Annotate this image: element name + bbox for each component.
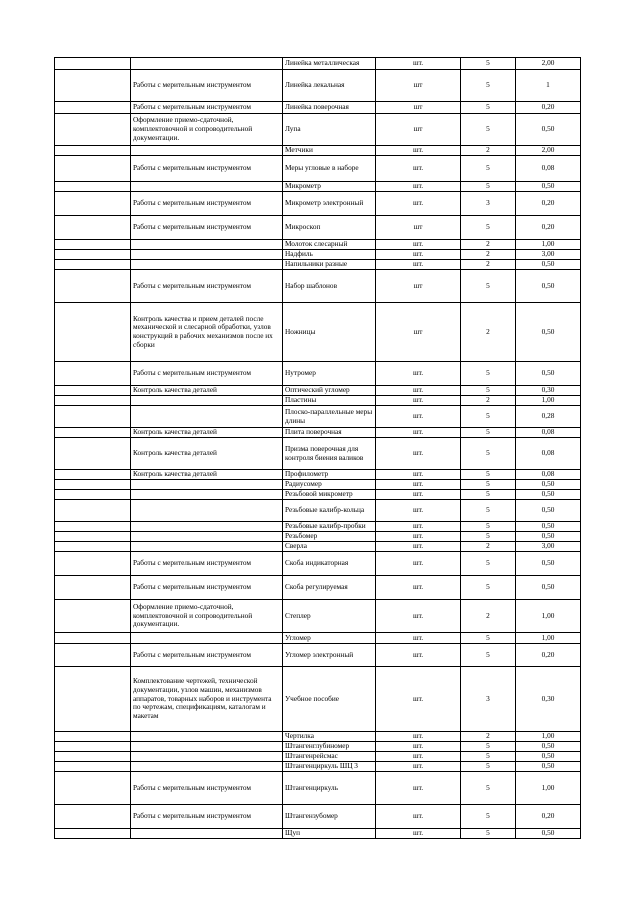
quantity-cell: 5	[461, 644, 516, 667]
tool-name-cell: Лупа	[283, 114, 376, 146]
blank-cell	[55, 532, 131, 542]
unit-cell: шт.	[376, 772, 461, 805]
price-cell: 0,08	[516, 156, 581, 182]
price-cell: 1,00	[516, 633, 581, 644]
table-row	[55, 428, 581, 438]
tool-name-cell: Штангенциркуль	[283, 772, 376, 805]
table-row	[55, 362, 581, 386]
work-description-cell	[131, 396, 283, 406]
tool-name-cell: Щуп	[283, 829, 376, 839]
price-cell: 1	[516, 70, 581, 102]
quantity-cell: 5	[461, 752, 516, 762]
unit-cell: шт	[376, 303, 461, 362]
unit-cell: шт.	[376, 667, 461, 732]
price-cell: 0,50	[516, 522, 581, 532]
work-description-cell: Работы с мерительным инструментом	[131, 362, 283, 386]
table-row	[55, 742, 581, 752]
unit-cell: шт.	[376, 240, 461, 250]
quantity-cell: 5	[461, 762, 516, 772]
blank-cell	[55, 480, 131, 490]
table-row	[55, 182, 581, 192]
unit-cell: шт.	[376, 829, 461, 839]
work-description-cell	[131, 480, 283, 490]
work-description-cell: Контроль качества деталей	[131, 428, 283, 438]
blank-cell	[55, 146, 131, 156]
tool-name-cell: Оптический угломер	[283, 386, 376, 396]
table-row	[55, 667, 581, 732]
quantity-cell: 5	[461, 829, 516, 839]
blank-cell	[55, 216, 131, 240]
table-row	[55, 438, 581, 470]
tool-name-cell: Штангенрейсмас	[283, 752, 376, 762]
price-cell: 0,50	[516, 260, 581, 270]
work-description-cell	[131, 182, 283, 192]
unit-cell: шт.	[376, 438, 461, 470]
tool-name-cell: Радиусомер	[283, 480, 376, 490]
price-cell: 0,50	[516, 303, 581, 362]
tool-name-cell: Метчики	[283, 146, 376, 156]
price-cell: 1,00	[516, 240, 581, 250]
table-row	[55, 752, 581, 762]
equipment-table-body	[55, 58, 581, 839]
price-cell: 0,50	[516, 182, 581, 192]
unit-cell: шт.	[376, 396, 461, 406]
quantity-cell: 5	[461, 58, 516, 70]
unit-cell: шт	[376, 102, 461, 114]
quantity-cell: 3	[461, 667, 516, 732]
table-row	[55, 600, 581, 633]
unit-cell: шт.	[376, 386, 461, 396]
blank-cell	[55, 829, 131, 839]
work-description-cell: Контроль качества и прием деталей после механической и слесарной обработки, узлов конструкций в рабочих механизмов после их сборки	[131, 303, 283, 362]
work-description-cell	[131, 58, 283, 70]
table-row	[55, 644, 581, 667]
tool-name-cell: Меры угловые в наборе	[283, 156, 376, 182]
work-description-cell: Работы с мерительным инструментом	[131, 576, 283, 600]
work-description-cell: Контроль качества деталей	[131, 386, 283, 396]
quantity-cell: 2	[461, 240, 516, 250]
price-cell: 0,50	[516, 829, 581, 839]
table-row	[55, 490, 581, 500]
unit-cell: шт	[376, 114, 461, 146]
work-description-cell	[131, 742, 283, 752]
work-description-cell: Работы с мерительным инструментом	[131, 772, 283, 805]
quantity-cell: 5	[461, 216, 516, 240]
price-cell: 0,20	[516, 216, 581, 240]
table-row	[55, 805, 581, 829]
unit-cell: шт	[376, 270, 461, 303]
blank-cell	[55, 428, 131, 438]
work-description-cell	[131, 762, 283, 772]
table-row	[55, 156, 581, 182]
table-row	[55, 250, 581, 260]
work-description-cell	[131, 146, 283, 156]
table-row	[55, 633, 581, 644]
blank-cell	[55, 240, 131, 250]
unit-cell: шт.	[376, 146, 461, 156]
quantity-cell: 5	[461, 470, 516, 480]
table-row	[55, 260, 581, 270]
work-description-cell	[131, 542, 283, 552]
unit-cell: шт.	[376, 742, 461, 752]
blank-cell	[55, 500, 131, 522]
work-description-cell: Оформление приемо-сдаточной, комплектовочной и сопроводительной документации.	[131, 114, 283, 146]
price-cell: 2,00	[516, 58, 581, 70]
tool-name-cell: Линейка поверочная	[283, 102, 376, 114]
blank-cell	[55, 250, 131, 260]
work-description-cell	[131, 406, 283, 428]
blank-cell	[55, 182, 131, 192]
price-cell: 0,50	[516, 576, 581, 600]
equipment-table	[54, 57, 581, 839]
price-cell: 0,50	[516, 762, 581, 772]
blank-cell	[55, 438, 131, 470]
table-row	[55, 576, 581, 600]
work-description-cell: Оформление приемо-сдаточной, комплектовочной и сопроводительной документации.	[131, 600, 283, 633]
unit-cell: шт.	[376, 752, 461, 762]
price-cell: 1,00	[516, 772, 581, 805]
work-description-cell	[131, 532, 283, 542]
price-cell: 0,20	[516, 192, 581, 216]
price-cell: 1,00	[516, 396, 581, 406]
work-description-cell: Комплектование чертежей, технической документации, узлов машин, механизмов аппаратов, товарных наборов и инструмента по чертежам, спецификациям, каталогам и макетам	[131, 667, 283, 732]
tool-name-cell: Плита поверочная	[283, 428, 376, 438]
blank-cell	[55, 542, 131, 552]
table-row	[55, 406, 581, 428]
tool-name-cell: Надфиль	[283, 250, 376, 260]
table-row	[55, 470, 581, 480]
price-cell: 3,00	[516, 542, 581, 552]
work-description-cell	[131, 500, 283, 522]
tool-name-cell: Степлер	[283, 600, 376, 633]
quantity-cell: 5	[461, 428, 516, 438]
price-cell: 0,28	[516, 406, 581, 428]
unit-cell: шт.	[376, 600, 461, 633]
table-row	[55, 240, 581, 250]
quantity-cell: 5	[461, 102, 516, 114]
table-row	[55, 303, 581, 362]
blank-cell	[55, 805, 131, 829]
table-row	[55, 114, 581, 146]
quantity-cell: 5	[461, 742, 516, 752]
unit-cell: шт.	[376, 362, 461, 386]
unit-cell: шт.	[376, 522, 461, 532]
price-cell: 0,50	[516, 480, 581, 490]
price-cell: 2,00	[516, 146, 581, 156]
price-cell: 1,00	[516, 600, 581, 633]
quantity-cell: 5	[461, 362, 516, 386]
work-description-cell: Работы с мерительным инструментом	[131, 156, 283, 182]
tool-name-cell: Профилометр	[283, 470, 376, 480]
quantity-cell: 5	[461, 576, 516, 600]
blank-cell	[55, 362, 131, 386]
unit-cell: шт	[376, 216, 461, 240]
table-row	[55, 829, 581, 839]
tool-name-cell: Резьбомер	[283, 532, 376, 542]
work-description-cell: Работы с мерительным инструментом	[131, 644, 283, 667]
work-description-cell: Работы с мерительным инструментом	[131, 805, 283, 829]
quantity-cell: 5	[461, 438, 516, 470]
work-description-cell: Работы с мерительным инструментом	[131, 192, 283, 216]
unit-cell: шт.	[376, 470, 461, 480]
table-row	[55, 270, 581, 303]
quantity-cell: 2	[461, 250, 516, 260]
work-description-cell	[131, 260, 283, 270]
quantity-cell: 2	[461, 396, 516, 406]
quantity-cell: 5	[461, 480, 516, 490]
unit-cell: шт.	[376, 428, 461, 438]
quantity-cell: 5	[461, 270, 516, 303]
table-row	[55, 500, 581, 522]
table-row	[55, 532, 581, 542]
quantity-cell: 5	[461, 772, 516, 805]
unit-cell: шт.	[376, 762, 461, 772]
tool-name-cell: Микрометр	[283, 182, 376, 192]
price-cell: 0,50	[516, 532, 581, 542]
quantity-cell: 5	[461, 156, 516, 182]
blank-cell	[55, 633, 131, 644]
work-description-cell	[131, 250, 283, 260]
tool-name-cell: Плоско-параллельные меры длины	[283, 406, 376, 428]
unit-cell: шт.	[376, 532, 461, 542]
unit-cell: шт.	[376, 542, 461, 552]
tool-name-cell: Угломер электронный	[283, 644, 376, 667]
blank-cell	[55, 102, 131, 114]
work-description-cell	[131, 522, 283, 532]
quantity-cell: 2	[461, 303, 516, 362]
tool-name-cell: Линейка металлическая	[283, 58, 376, 70]
tool-name-cell: Нутромер	[283, 362, 376, 386]
price-cell: 0,50	[516, 114, 581, 146]
price-cell: 0,50	[516, 270, 581, 303]
tool-name-cell: Скоба регулируемая	[283, 576, 376, 600]
tool-name-cell: Микрометр электронный	[283, 192, 376, 216]
blank-cell	[55, 732, 131, 742]
table-row	[55, 772, 581, 805]
table-row	[55, 480, 581, 490]
table-row	[55, 732, 581, 742]
price-cell: 0,20	[516, 644, 581, 667]
blank-cell	[55, 406, 131, 428]
quantity-cell: 5	[461, 633, 516, 644]
table-row	[55, 542, 581, 552]
work-description-cell: Контроль качества деталей	[131, 470, 283, 480]
unit-cell: шт.	[376, 182, 461, 192]
blank-cell	[55, 644, 131, 667]
unit-cell: шт.	[376, 192, 461, 216]
work-description-cell: Работы с мерительным инструментом	[131, 270, 283, 303]
table-row	[55, 522, 581, 532]
tool-name-cell: Учебное пособие	[283, 667, 376, 732]
price-cell: 0,20	[516, 102, 581, 114]
unit-cell: шт.	[376, 250, 461, 260]
quantity-cell: 2	[461, 260, 516, 270]
tool-name-cell: Напильники разные	[283, 260, 376, 270]
tool-name-cell: Молоток слесарный	[283, 240, 376, 250]
work-description-cell	[131, 752, 283, 762]
work-description-cell	[131, 829, 283, 839]
unit-cell: шт.	[376, 480, 461, 490]
blank-cell	[55, 772, 131, 805]
price-cell: 0,30	[516, 386, 581, 396]
price-cell: 3,00	[516, 250, 581, 260]
quantity-cell: 5	[461, 490, 516, 500]
quantity-cell: 5	[461, 805, 516, 829]
tool-name-cell: Призма поверочная для контроля биения валиков	[283, 438, 376, 470]
quantity-cell: 5	[461, 114, 516, 146]
quantity-cell: 5	[461, 500, 516, 522]
price-cell: 0,08	[516, 428, 581, 438]
unit-cell: шт.	[376, 156, 461, 182]
tool-name-cell: Чертилка	[283, 732, 376, 742]
price-cell: 0,50	[516, 362, 581, 386]
work-description-cell: Контроль качества деталей	[131, 438, 283, 470]
quantity-cell: 5	[461, 552, 516, 576]
work-description-cell: Работы с мерительным инструментом	[131, 552, 283, 576]
table-row	[55, 192, 581, 216]
tool-name-cell: Микроскоп	[283, 216, 376, 240]
quantity-cell: 2	[461, 732, 516, 742]
table-row	[55, 102, 581, 114]
tool-name-cell: Скоба индикаторная	[283, 552, 376, 576]
tool-name-cell: Угломер	[283, 633, 376, 644]
tool-name-cell: Линейка лекальная	[283, 70, 376, 102]
unit-cell: шт	[376, 70, 461, 102]
quantity-cell: 5	[461, 70, 516, 102]
tool-name-cell: Сверла	[283, 542, 376, 552]
blank-cell	[55, 396, 131, 406]
blank-cell	[55, 260, 131, 270]
table-row	[55, 386, 581, 396]
price-cell: 0,20	[516, 805, 581, 829]
table-row	[55, 552, 581, 576]
blank-cell	[55, 270, 131, 303]
price-cell: 0,50	[516, 742, 581, 752]
blank-cell	[55, 490, 131, 500]
table-row	[55, 216, 581, 240]
tool-name-cell: Штангензубомер	[283, 805, 376, 829]
work-description-cell	[131, 732, 283, 742]
blank-cell	[55, 576, 131, 600]
blank-cell	[55, 386, 131, 396]
tool-name-cell: Резьбовые калибр-пробки	[283, 522, 376, 532]
quantity-cell: 2	[461, 146, 516, 156]
work-description-cell	[131, 633, 283, 644]
tool-name-cell: Штангенглубиномер	[283, 742, 376, 752]
price-cell: 0,50	[516, 500, 581, 522]
blank-cell	[55, 58, 131, 70]
blank-cell	[55, 114, 131, 146]
unit-cell: шт.	[376, 644, 461, 667]
quantity-cell: 5	[461, 406, 516, 428]
quantity-cell: 5	[461, 532, 516, 542]
unit-cell: шт.	[376, 406, 461, 428]
unit-cell: шт.	[376, 805, 461, 829]
blank-cell	[55, 752, 131, 762]
quantity-cell: 2	[461, 542, 516, 552]
unit-cell: шт.	[376, 260, 461, 270]
tool-name-cell: Резьбовой микрометр	[283, 490, 376, 500]
blank-cell	[55, 667, 131, 732]
quantity-cell: 5	[461, 522, 516, 532]
quantity-cell: 5	[461, 386, 516, 396]
price-cell: 1,00	[516, 732, 581, 742]
unit-cell: шт.	[376, 58, 461, 70]
price-cell: 0,08	[516, 470, 581, 480]
work-description-cell: Работы с мерительным инструментом	[131, 216, 283, 240]
work-description-cell	[131, 490, 283, 500]
blank-cell	[55, 156, 131, 182]
tool-name-cell: Штангенциркуль ШЦ 3	[283, 762, 376, 772]
quantity-cell: 5	[461, 182, 516, 192]
price-cell: 0,30	[516, 667, 581, 732]
blank-cell	[55, 70, 131, 102]
table-row	[55, 396, 581, 406]
unit-cell: шт.	[376, 633, 461, 644]
unit-cell: шт.	[376, 576, 461, 600]
work-description-cell: Работы с мерительным инструментом	[131, 102, 283, 114]
tool-name-cell: Пластины	[283, 396, 376, 406]
unit-cell: шт.	[376, 500, 461, 522]
price-cell: 0,50	[516, 752, 581, 762]
blank-cell	[55, 742, 131, 752]
blank-cell	[55, 303, 131, 362]
price-cell: 0,08	[516, 438, 581, 470]
quantity-cell: 3	[461, 192, 516, 216]
table-row	[55, 146, 581, 156]
work-description-cell	[131, 240, 283, 250]
quantity-cell: 2	[461, 600, 516, 633]
unit-cell: шт.	[376, 552, 461, 576]
tool-name-cell: Набор шаблонов	[283, 270, 376, 303]
table-row	[55, 762, 581, 772]
table-row	[55, 58, 581, 70]
blank-cell	[55, 522, 131, 532]
blank-cell	[55, 762, 131, 772]
table-row	[55, 70, 581, 102]
unit-cell: шт.	[376, 732, 461, 742]
blank-cell	[55, 192, 131, 216]
price-cell: 0,50	[516, 552, 581, 576]
blank-cell	[55, 552, 131, 576]
tool-name-cell: Ножницы	[283, 303, 376, 362]
tool-name-cell: Резьбовые калибр-кольца	[283, 500, 376, 522]
blank-cell	[55, 600, 131, 633]
work-description-cell: Работы с мерительным инструментом	[131, 70, 283, 102]
unit-cell: шт.	[376, 490, 461, 500]
blank-cell	[55, 470, 131, 480]
price-cell: 0,50	[516, 490, 581, 500]
